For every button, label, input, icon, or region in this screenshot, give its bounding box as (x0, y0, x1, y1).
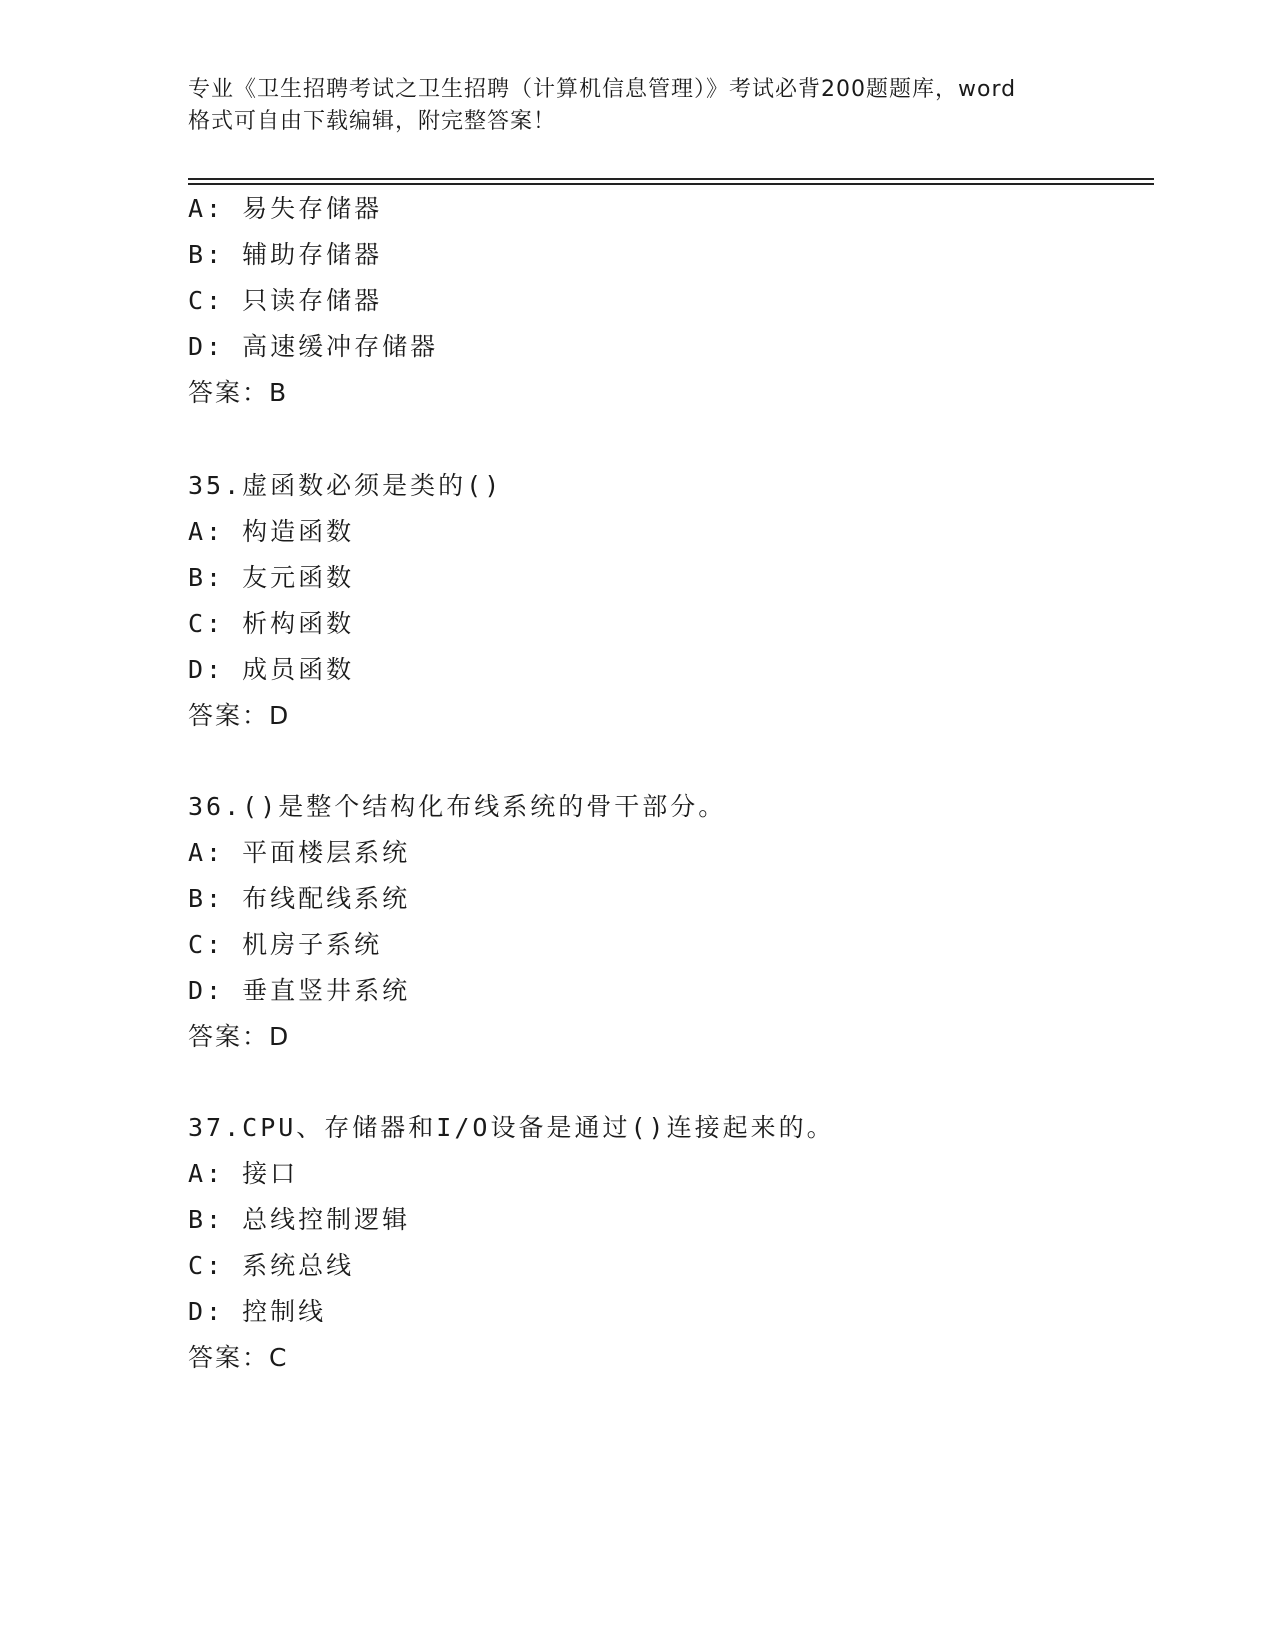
question-block-35 (188, 463, 1148, 739)
option-b: B: 友元函数 (188, 563, 355, 592)
option-d: D: 垂直竖井系统 (188, 976, 411, 1005)
document-header (188, 74, 1118, 138)
option-c: C: 析构函数 (188, 609, 355, 638)
option-b: B: 布线配线系统 (188, 884, 411, 913)
header-divider-bottom (188, 183, 1154, 185)
option-c: C: 机房子系统 (188, 930, 383, 959)
option-d: D: 控制线 (188, 1297, 327, 1326)
option-d: D: 高速缓冲存储器 (188, 332, 439, 361)
header-line-1: 专业《卫生招聘考试之卫生招聘（计算机信息管理）》考试必背200题题库，word (188, 77, 1017, 102)
option-a: A: 平面楼层系统 (188, 838, 411, 867)
option-a: A: 易失存储器 (188, 194, 383, 223)
question-stem: 37.CPU、存储器和I/O设备是通过()连接起来的。 (188, 1113, 835, 1142)
option-d: D: 成员函数 (188, 655, 355, 684)
option-c: C: 系统总线 (188, 1251, 355, 1280)
question-stem: 36.()是整个结构化布线系统的骨干部分。 (188, 792, 727, 821)
header-divider-top (188, 178, 1154, 180)
answer-line: 答案：D (188, 701, 291, 730)
option-c: C: 只读存储器 (188, 286, 383, 315)
option-b: B: 总线控制逻辑 (188, 1205, 411, 1234)
header-line-2: 格式可自由下载编辑，附完整答案！ (188, 109, 557, 134)
answer-line: 答案：D (188, 1022, 291, 1051)
answer-line: 答案：C (188, 1343, 289, 1372)
question-block-continued (188, 186, 1148, 416)
question-stem: 35.虚函数必须是类的() (188, 471, 503, 500)
question-block-37 (188, 1105, 1148, 1381)
question-block-36 (188, 784, 1148, 1060)
option-a: A: 构造函数 (188, 517, 355, 546)
option-b: B: 辅助存储器 (188, 240, 383, 269)
answer-line: 答案：B (188, 378, 289, 407)
option-a: A: 接口 (188, 1159, 299, 1188)
